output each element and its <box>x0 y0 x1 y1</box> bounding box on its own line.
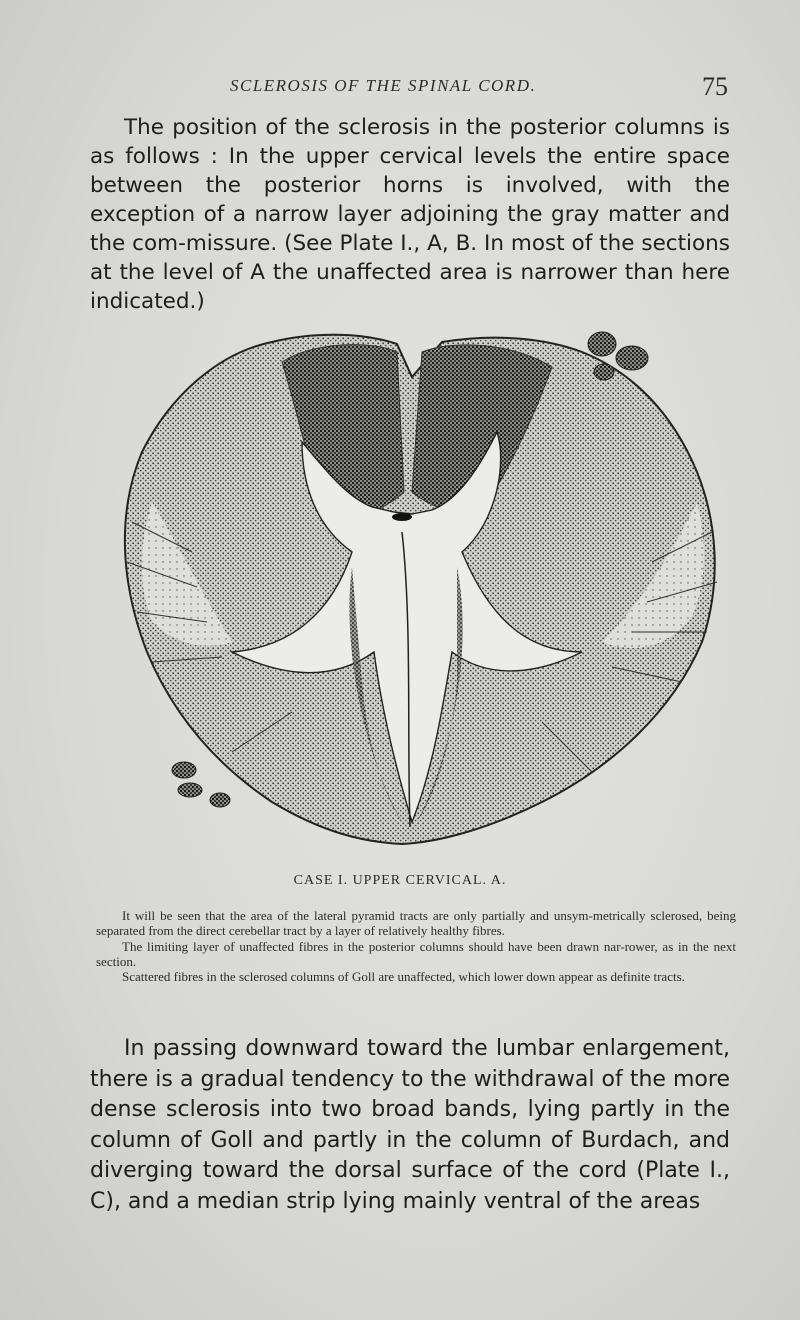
figure-note-3: Scattered fibres in the sclerosed columns of Goll are unaffected, which lower down appear as definite tracts. <box>122 969 685 985</box>
running-title: SCLEROSIS OF THE SPINAL CORD. <box>230 76 537 95</box>
figure-note-2: The limiting layer of unaffected fibres in the posterior columns should have been drawn nar-rower, as in the next section. <box>96 938 736 969</box>
central-canal <box>392 513 412 521</box>
figure-caption: CASE I. UPPER CERVICAL. A. <box>293 873 507 888</box>
body-paragraph-2: In passing downward toward the lumbar enlargement, there is a gradual tendency to the withdrawal of the more dense sclerosis into two broad bands, lying partly in the column of Goll and partly in the column of Burdach, and diverging toward the dorsal surface of the cord (Plate I., C), and a median strip lying mainly ventral of the areas <box>90 1036 730 1214</box>
spinal-cord-cross-section-illustration <box>112 322 732 852</box>
page-number: 75 <box>702 72 728 101</box>
running-head <box>90 72 740 112</box>
spinal-cord-drawing <box>112 322 732 852</box>
figure-notes <box>96 908 736 984</box>
figure-note-1: It will be seen that the area of the lateral pyramid tracts are only partially and unsym-metrically sclerosed, being separated from the direct cerebellar tract by a layer of relatively healthy fibres. <box>96 908 736 939</box>
body-paragraph-1: The position of the sclerosis in the posterior columns is as follows : In the upper cervical levels the entire space between the posterior horns is involved, with the exception of a narrow layer adjoining the gray matter and the com-missure. (See Plate I., A, B. In most of the sections at the level of A the unaffected area is narrower than here indicated.) <box>90 115 730 314</box>
